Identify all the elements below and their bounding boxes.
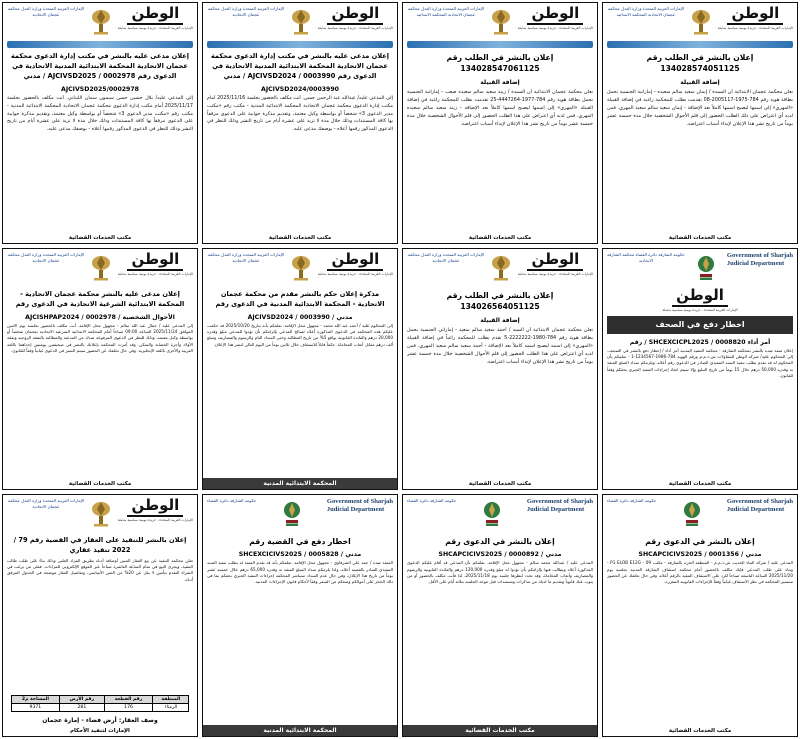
- publisher-logo: [318, 6, 393, 30]
- court-header-text: الإمارات العربية المتحدة وزارة العدل محكمة عجمان الاتحادية المحكمة الابتدائية: [607, 6, 685, 17]
- court-header-text: الإمارات العربية المتحدة وزارة العدل محكمة عجمان الاتحادية: [7, 498, 85, 509]
- publisher-subtitle: الإمارات العربية المتحدة - جريدة يومية سياسية شاملة: [117, 271, 193, 276]
- publisher-name: الوطن: [527, 252, 583, 271]
- uae-emblem-icon: [88, 6, 114, 36]
- notice-footer: مكتب الخدمات القضائية: [268, 235, 332, 241]
- notice-title: إعلان بالنشر في الدعوى رقم: [445, 537, 555, 546]
- table-cell: 281: [60, 704, 105, 712]
- court-header-text: الإمارات العربية المتحدة وزارة العدل محكمة عجمان الاتحادية المحكمة الابتدائية: [407, 6, 485, 17]
- header-wave-divider: [7, 41, 193, 48]
- sharjah-emblem-icon: [279, 498, 305, 528]
- court-header-text: حكومة الشارقة دائرة القضاء: [407, 498, 457, 503]
- notice-card: [202, 2, 398, 244]
- publisher-logo: [518, 6, 593, 30]
- notice-card: [402, 2, 598, 244]
- court-header-text: الإمارات العربية المتحدة وزارة العدل محكمة عجمان الاتحادية: [7, 252, 85, 263]
- table-cell: 9371: [11, 704, 59, 712]
- publisher-logo: [118, 252, 193, 276]
- notice-title: إعلان بالنشر في الطلب رقم 134028574051125: [646, 53, 754, 74]
- publisher-subtitle: الإمارات العربية المتحدة - جريدة يومية سياسية شاملة: [117, 25, 193, 30]
- notice-body: إلى المدعى عليه / جمال عبد الله سالم - مجهول محل الإقامة. أنت مكلف بالحضور بجلسة يوم الاثنين الموافق 2025/11/24 الساعة 09:00 صباحاً أمام المحكمة الابتدائية الشرعية الاتحادية بعجمان شخصاً أو بواسطة وكيل معتمد، وذلك للنظر في الدعوى المرفوعة ضدك من المدعية والمطالبة بالنفقة الزوجية ونفقة الأولاد وأجرة الحضانة والسكن. وقد أمرت المحكمة بإعلانك بالنشر في صحيفتين يوميتين إحداهما باللغة العربية والأخرى باللغة الإنجليزية. وفي حال تخلفك عن الحضور سيتم السير في الدعوى غيابياً وفقاً للقانون.: [7, 322, 193, 353]
- publisher-logo: [718, 6, 793, 30]
- notice-title: مذكرة إعلان حكم بالنشر مقدم من محكمة عجمان الاتحادية - المحكمة الابتدائية المدنية في الدعوى رقم: [215, 290, 385, 308]
- publisher-name: الوطن: [127, 498, 183, 517]
- notice-footer: المحكمة الابتدائية المدنية: [203, 478, 397, 489]
- publisher-subtitle: الإمارات العربية المتحدة - جريدة يومية سياسية شاملة: [317, 271, 393, 276]
- case-number: SHCAPCICIVS2025 / 0000892 / مدني: [438, 551, 562, 559]
- court-header-text: حكومة الشارقة دائرة القضاء: [607, 498, 657, 503]
- header-wave-divider: [607, 41, 793, 48]
- notice-card: [602, 494, 798, 737]
- case-number: AJCISHPAP2024 / 0002978 / الأحوال الشخصية: [25, 313, 175, 321]
- notice-subtitle: إضافة القبيلة: [680, 78, 720, 86]
- notice-body: إلى المدعى عليه/ بلال حسين حسن سيمون سمان اللبناني. أنت مكلف بالحضور بجلسة 2025/11/17 أمام مكتب إدارة الدعوى محكمة عجمان الاتحادية المحكمة الابتدائية المدنية - مكتب رقم «مكتب مدير الدعوى 3» شخصاً أو بواسطة وكيل معتمد، وتقديم مذكرة جوابية على الدعوى مرفقاً بها كافة المستندات وذلك خلال مدة لا تزيد على عشرة أيام من تاريخ النشر وذلك للنظر في الدعوى المذكور رقمها أعلاه - بوصفك مدعى عليه.: [7, 94, 193, 133]
- notice-body: المدعى عليه / عبدالله محمد سالم - مجهول محل الإقامة. نعلمكم بأن المدعي قد أقام عليكم الدعوى المذكورة أعلاه ويطالب فيها بإلزامكم بأن تؤدوا له مبلغ وقدره 120,000 درهم والفائدة القانونية والرسوم والمصاريف وأتعاب المحاماة، وقد تحدد لنظرها جلسة يوم 2025/11/18، لذا فأنت مكلف بالحضور أو من ينوب عنك قانوناً وتقديم ما لديك من مذكرات ومستندات قبل موعد الجلسة بثلاثة أيام على الأقل.: [407, 560, 593, 585]
- notice-card: [602, 248, 798, 490]
- notice-body: إعلان منفذ ضده بالنشر بمحكمة الشارقة - محكمة التنفيذ المدنية أمر أداء / إخطار دفع بالنشر في الصحف. إلى المحكوم عليه/ شركة الوطن للمقاولات ش.ذ.م.م ورقم الهوية 784-1986-1234567-1 - نعلمكم بأن المحكوم له قد تقدم بطلب تنفيذ السند التنفيذي الصادر في الدعوى رقم أعلاه، ويلزمكم سداد المبلغ المنفذ به وقدره 50,000 درهم خلال 15 يوماً من تاريخ التبليغ وإلا سيتم اتخاذ إجراءات التنفيذ الجبري بحقكم وفقاً للقانون.: [607, 347, 793, 378]
- notice-footer: مكتب الخدمات القضائية: [668, 235, 732, 241]
- notice-body: المدعى عليه / شركة البناء الحديث ش.ذ.م.م - المنطقة الحرة بالشارقة - مكتب 09 - P1 ELOB E12G - وبناء على طلب المدعي فإنك مكلف بالحضور أمام محكمة استئناف الشارقة المدنية بجلسة يوم 2025/11/20 الساعة التاسعة صباحاً للرد على الاستئناف المقيد بالرقم أعلاه، وفي حال تخلفك عن الحضور ستسير المحكمة في نظر الاستئناف غيابياً وفقاً للإجراءات القانونية المقررة.: [607, 560, 793, 585]
- notice-header: [207, 252, 393, 286]
- notice-card: [202, 494, 398, 737]
- court-header-text: الإمارات العربية المتحدة وزارة العدل محكمة عجمان الاتحادية: [407, 252, 485, 263]
- notice-title: إعلان مدعى عليه بالنشر محكمة عجمان الاتحادية - المحكمة الابتدائية الشرعية الاتحادية في الدعوى رقم: [15, 290, 185, 308]
- uae-emblem-icon: [488, 252, 514, 282]
- publisher-name: الوطن: [327, 6, 383, 25]
- notice-title: إعلان بالنشر في الدعوى رقم: [645, 537, 755, 546]
- table-header-cell: رقم الأرض: [60, 696, 105, 704]
- notice-title: إعلان بالنشر في الطلب رقم 134026564051125: [446, 291, 554, 312]
- notice-title: إعلان بالنشر في الطلب رقم 134028547061125: [446, 53, 554, 74]
- notice-header: [607, 498, 793, 532]
- publisher-name: الوطن: [327, 252, 383, 271]
- notice-footer: مكتب الخدمات القضائية: [68, 481, 132, 487]
- notice-header: [7, 252, 193, 286]
- notice-header: [7, 498, 193, 532]
- notice-header: [7, 6, 193, 40]
- government-label: Government of Sharjah Judicial Department: [726, 498, 793, 514]
- notice-header: [607, 252, 793, 286]
- uae-emblem-icon: [688, 6, 714, 36]
- publisher-logo: [662, 288, 737, 312]
- case-number: رقم / SHCEXCICPL2025 / 0008820 أمر أداء: [629, 338, 771, 346]
- publisher-subtitle: الإمارات العربية المتحدة - جريدة يومية سياسية شاملة: [517, 25, 593, 30]
- government-label: Government of Sharjah Judicial Department: [726, 252, 793, 268]
- publisher-subtitle: الإمارات العربية المتحدة - جريدة يومية سياسية شاملة: [117, 517, 193, 522]
- table-header-cell: المساحة م2: [11, 696, 59, 704]
- publisher-name: الوطن: [127, 6, 183, 25]
- table-caption: وصف العقار: أرض فضاء - إمارة عجمان: [42, 717, 158, 724]
- publisher-name: الوطن: [127, 252, 183, 271]
- government-label: Government of Sharjah Judicial Department: [526, 498, 593, 514]
- notice-body: إلى المحكوم عليه / أحمد عبد الله محمد - مجهول محل الإقامة. نعلمكم بأنه بتاريخ 2025/10/20 قد حكمت عليكم هذه المحكمة في الدعوى المذكورة أعلاه لصالح المدعي بإلزامكم بأن تؤدوا للمدعي مبلغ وقدره 20,000 درهم والفائدة القانونية بواقع 5% من تاريخ المطالبة وحتى السداد التام والرسوم والمصاريف ومبلغ ألف درهم مقابل أتعاب المحاماة. حكماً قابلاً للاستئناف خلال ثلاثين يوماً من اليوم التالي لنشر هذا الإعلان.: [207, 322, 393, 347]
- publisher-name: الوطن: [672, 288, 728, 307]
- notice-footer: مكتب الخدمات القضائية: [468, 481, 532, 487]
- notice-footer: مكتب الخدمات القضائية: [668, 728, 732, 734]
- notice-footer: الإمارات لتنفيذ الأحكام: [70, 728, 130, 734]
- sharjah-emblem-icon: [479, 498, 505, 528]
- publisher-logo: [318, 252, 393, 276]
- case-number: SHCAPCICIVS2025 / 0001356 / مدني: [638, 551, 762, 559]
- court-header-text: الإمارات العربية المتحدة وزارة العدل محكمة عجمان الاتحادية: [7, 6, 85, 17]
- header-wave-divider: [207, 41, 393, 48]
- notice-header: [407, 498, 593, 532]
- publisher-name: الوطن: [727, 6, 783, 25]
- notice-body: إلى المدعى عليه/ عبدالله عبد الرحمن حسن. أنت مكلف بالحضور بجلسة 2025/11/16 أمام مكتب إدارة الدعوى محكمة عجمان الاتحادية المحكمة الابتدائية المدنية - مكتب رقم «مكتب مدير الدعوى 3» شخصاً أو بواسطة وكيل معتمد، وتقديم مذكرة جوابية على الدعوى مرفقاً بها كافة المستندات وذلك خلال مدة لا تزيد على عشرة أيام من تاريخ النشر وذلك للنظر في الدعوى المذكور رقمها أعلاه - بوصفك مدعى عليه.: [207, 94, 393, 133]
- uae-emblem-icon: [488, 6, 514, 36]
- court-header-text: حكومة الشارقة دائرة القضاء: [207, 498, 257, 503]
- header-wave-divider: [407, 41, 593, 48]
- notice-body: تعلن محكمة عجمان الابتدائية أن السيد / أحمد سعيد سالم سعيد - إماراتي الجنسية يحمل بطاقة هوية رقم 784-1980-2222222-5 تقدم بطلب للمحكمة راغباً في إضافة القبيلة «المهري» إلى اسمه ليصبح اسمه كاملاً بعد الإضافة - أحمد سعيد سالم سعيد المهري. فمن لديه أي اعتراض على هذا الطلب الحضور إلى قلم الأحوال الشخصية خلال مدة خمسة عشر يوماً من تاريخ نشر هذا الإعلان لإبداء أسباب اعتراضه.: [407, 326, 593, 365]
- notice-title: اخطار دفع في الصحف: [607, 316, 793, 334]
- notice-header: [407, 6, 593, 40]
- notice-footer: مكتب الخدمات القضائية: [68, 235, 132, 241]
- uae-emblem-icon: [88, 252, 114, 282]
- notice-subtitle: إضافة القبيلة: [480, 78, 520, 86]
- notice-footer: مكتب الخدمات القضائية: [668, 481, 732, 487]
- notice-body: المنفذ ضده / حمد علي الشرقاوي - مجهول محل الإقامة. نعلمكم بأنه قد تقدم المنفذ له بطلب تنفيذ السند التنفيذي الصادر بالقضية أعلاه، ولذا يلزمكم سداد المبلغ المنفذ به وقدره 65,000 درهم خلال خمسة عشر يوماً من تاريخ هذا الإعلان، وفي حال عدم السداد ستباشر المحكمة إجراءات التنفيذ الجبري بحقكم بما في ذلك الحجز على أموالكم ومنعكم من السفر وفقاً لأحكام قانون الإجراءات المدنية.: [207, 560, 393, 585]
- notice-header: [207, 498, 393, 532]
- notice-card: [2, 2, 198, 244]
- notice-footer: مكتب الخدمات القضائية: [468, 235, 532, 241]
- publisher-subtitle: الإمارات العربية المتحدة - جريدة يومية سياسية شاملة: [662, 307, 738, 312]
- uae-emblem-icon: [288, 252, 314, 282]
- notice-body: تعلن محكمة عجمان الابتدائية أن السيدة / زينة سعيد سالم سعيده صعب - إماراتية الجنسية تحمل بطاقة هوية رقم 784-1977-4447264-25 تقدمت بطلب للمحكمة راغبة في إضافة القبيلة «المهري» إلى اسمها ليصبح اسمها كاملاً بعد الإضافة - زينة سعيد سالم سعيده المهري. فمن لديه أي اعتراض على هذا الطلب الحضور إلى قلم الأحوال الشخصية خلال مدة خمسة عشر يوماً من تاريخ نشر هذا الإعلان لإبداء أسباب اعتراضه.: [407, 88, 593, 127]
- notice-card: [2, 248, 198, 490]
- case-number: AJCIVSD2025/0002978: [61, 85, 139, 93]
- notice-card: [2, 494, 198, 737]
- notice-card: [402, 248, 598, 490]
- notice-card: [402, 494, 598, 737]
- case-number: AJCIVSD2024 / 0003990 / مدني: [247, 313, 353, 321]
- publisher-logo: [518, 252, 593, 276]
- uae-emblem-icon: [288, 6, 314, 36]
- notice-body: تعلن محكمة التنفيذ عن بيع العقار المبين أوصافه أدناه بطريق المزاد العلني وذلك بناءً على طلب طالب التنفيذ، ويجرى البيع في تمام الساعة العاشرة صباحاً عبر الموقع الإلكتروني للمزادات. فعلى من يرغب في الشراء التقدم بتأمين لا يقل عن 20% من الثمن الأساسي، وتفاصيل العقار موضحة في الجدول المرفق أدناه.: [7, 557, 193, 582]
- court-header-text: الإمارات العربية المتحدة وزارة العدل محكمة عجمان الاتحادية: [207, 252, 285, 263]
- table-header-cell: المنطقة: [153, 696, 189, 704]
- publisher-subtitle: الإمارات العربية المتحدة - جريدة يومية سياسية شاملة: [317, 25, 393, 30]
- table-header-cell: رقم القطعة: [104, 696, 153, 704]
- notice-subtitle: إضافة القبيلة: [480, 316, 520, 324]
- notice-header: [207, 6, 393, 40]
- sharjah-emblem-icon: [693, 252, 719, 282]
- notice-header: [607, 6, 793, 40]
- notice-title: إعلان بالنشر للتنفيذ على العقار في القضية رقم 79 / 2022 تنفيذ عقاري: [13, 536, 187, 554]
- uae-emblem-icon: [88, 498, 114, 528]
- notice-card: [602, 2, 798, 244]
- notice-footer: مكتب الخدمات القضائية: [403, 725, 597, 736]
- publisher-subtitle: الإمارات العربية المتحدة - جريدة يومية سياسية شاملة: [517, 271, 593, 276]
- publisher-logo: [118, 6, 193, 30]
- sharjah-emblem-icon: [679, 498, 705, 528]
- table-header-row: [11, 696, 189, 704]
- property-table: [11, 695, 190, 712]
- notice-title: إعلان مدعى عليه بالنشر في مكتب إدارة الدعوى محكمة عجمان الاتحادية المحكمة الابتدائية المدنية الاتحادية في الدعوى رقم AJCIVSD2024 / 0003990 / مدني: [210, 52, 390, 80]
- notice-card: [202, 248, 398, 490]
- publisher-logo: [118, 498, 193, 522]
- table-row: [11, 704, 189, 712]
- notice-body: تعلن محكمة عجمان الابتدائية أن السيدة / إيمان سعيد سالم سعيده - إماراتية الجنسية تحمل بطاقة هوية رقم 784-1975-2005117-08 تقدمت بطلب للمحكمة راغبة في إضافة القبيلة «المهري» إلى اسمها ليصبح اسمها كاملاً بعد الإضافة - إيمان سعيد سالم سعيد المهري. فمن لديه أي اعتراض على ذلك الطلب الحضور إلى قلم الأحوال الشخصية خلال مدة خمسة عشر يوماً من تاريخ نشر هذا الإعلان لإبداء أسباب اعتراضه.: [607, 88, 793, 127]
- table-cell: 176: [104, 704, 153, 712]
- court-header-text: حكومة الشارقة دائرة القضاء محكمة الشارقة الاتحادية: [607, 252, 685, 263]
- table-cell: الرمثاء: [153, 704, 189, 712]
- notice-footer: المحكمة الابتدائية المدنية: [203, 725, 397, 736]
- court-header-text: الإمارات العربية المتحدة وزارة العدل محكمة عجمان الاتحادية: [207, 6, 285, 17]
- government-label: Government of Sharjah Judicial Department: [326, 498, 393, 514]
- case-number: SHCEXCICIVS2025 / 0005828 / مدني: [238, 551, 362, 559]
- case-number: AJCIVSD2024/0003990: [261, 85, 339, 93]
- notice-title: اخطار دفع في القضية رقم: [249, 537, 351, 546]
- notice-header: [407, 252, 593, 286]
- publisher-name: الوطن: [527, 6, 583, 25]
- notice-title: إعلان مدعى عليه بالنشر في مكتب إدارة الدعوى محكمة عجمان الاتحادية المحكمة الابتدائية المدنية الاتحادية في الدعوى رقم AJCIVSD2025 / 0002978 / مدني: [10, 52, 190, 80]
- publisher-subtitle: الإمارات العربية المتحدة - جريدة يومية سياسية شاملة: [717, 25, 793, 30]
